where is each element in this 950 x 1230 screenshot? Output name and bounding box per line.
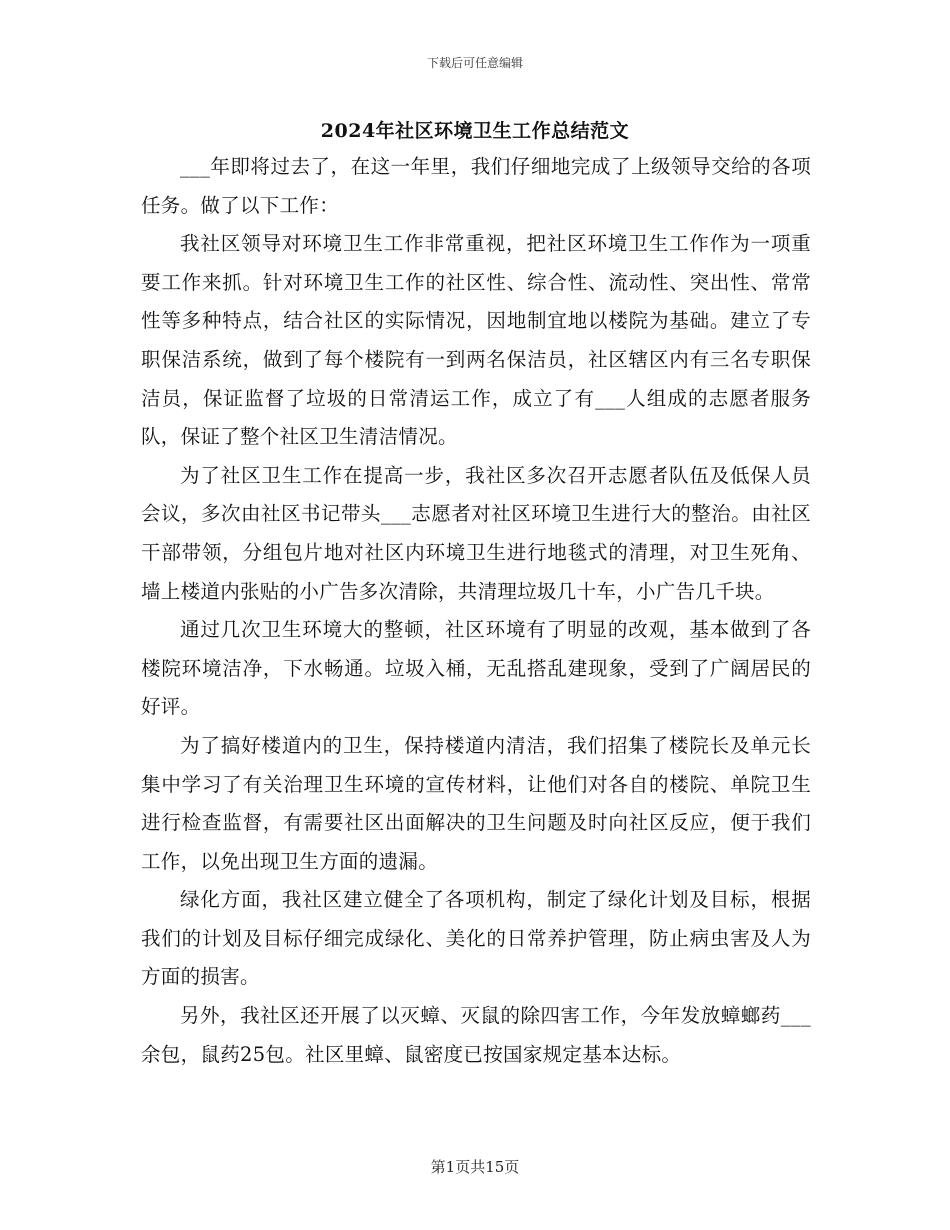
page-header-note: 下载后可任意编辑 <box>426 56 523 70</box>
paragraph: 为了搞好楼道内的卫生，保持楼道内清洁，我们招集了楼院长及单元长集中学习了有关治理卫生环境的宣传材料，让他们对各自的楼院、单院卫生进行检查监督，有需要社区出面解决的卫生问题及时向社区反应，便于我们工作，以免出现卫生方面的遗漏。 <box>141 733 811 873</box>
paragraph: 另外，我社区还开展了以灭蟑、灭鼠的除四害工作，今年发放蟑螂药___余包，鼠药25包。社区里蟑、鼠密度已按国家规定基本达标。 <box>141 1004 811 1066</box>
paragraph: 我社区领导对环境卫生工作非常重视，把社区环境卫生工作作为一项重要工作来抓。针对环境卫生工作的社区性、综合性、流动性、突出性、常常性等多种特点，结合社区的实际情况，因地制宜地以楼院为基础。建立了专职保洁系统，做到了每个楼院有一到两名保洁员，社区辖区内有三名专职保洁员，保证监督了垃圾的日常清运工作，成立了有___人组成的志愿者服务队，保证了整个社区卫生清洁情况。 <box>141 232 811 449</box>
document-body <box>141 148 811 1074</box>
paragraph: 为了社区卫生工作在提高一步，我社区多次召开志愿者队伍及低保人员会议，多次由社区书记带头___志愿者对社区环境卫生进行大的整治。由社区干部带领，分组包片地对社区内环境卫生进行地毯式的清理，对卫生死角、墙上楼道内张贴的小广告多次清除，共清理垃圾几十车，小广告几千块。 <box>141 463 811 603</box>
paragraph: 通过几次卫生环境大的整顿，社区环境有了明显的改观，基本做到了各楼院环境洁净，下水畅通。垃圾入桶，无乱搭乱建现象，受到了广阔居民的好评。 <box>141 618 811 719</box>
document-title: 2024年社区环境卫生工作总结范文 <box>320 120 630 142</box>
paragraph: ___年即将过去了，在这一年里，我们仔细地完成了上级领导交给的各项任务。做了以下工作： <box>141 155 811 217</box>
page-number: 第1页共15页 <box>430 1158 520 1176</box>
paragraph: 绿化方面，我社区建立健全了各项机构，制定了绿化计划及目标，根据我们的计划及目标仔细完成绿化、美化的日常养护管理，防止病虫害及人为方面的损害。 <box>141 888 811 989</box>
